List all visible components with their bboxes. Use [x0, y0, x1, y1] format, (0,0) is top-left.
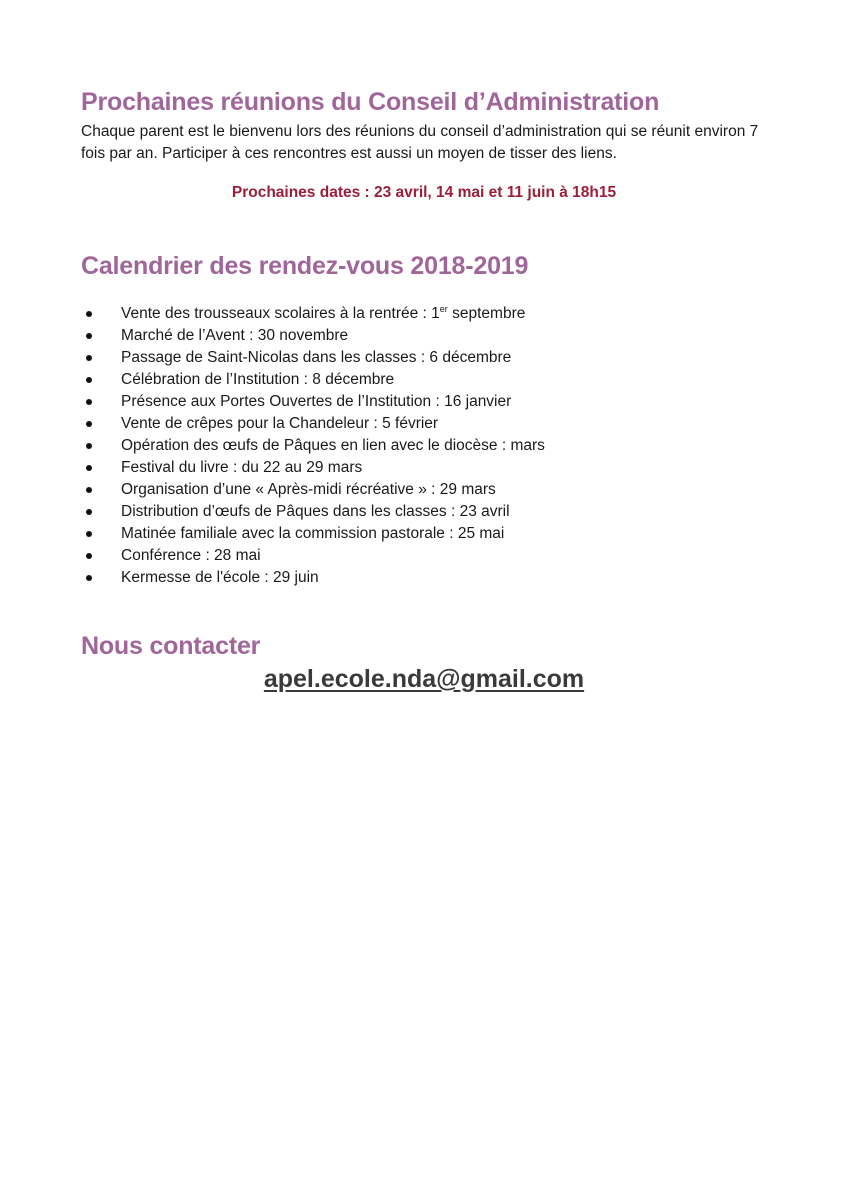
- list-item: [81, 435, 545, 457]
- bullet-icon: [86, 509, 92, 515]
- bullet-icon: [86, 575, 92, 581]
- list-item-text: Passage de Saint-Nicolas dans les classes : 6 décembre: [121, 349, 512, 366]
- list-item: [81, 369, 545, 391]
- list-item: [81, 303, 545, 325]
- contact-heading: Nous contacter: [81, 632, 261, 660]
- list-item: [81, 457, 545, 479]
- list-item: [81, 391, 545, 413]
- list-item-text: Organisation d’une « Après-midi récréative » : 29 mars: [121, 481, 496, 498]
- meetings-heading: Prochaines réunions du Conseil d’Administration: [81, 88, 660, 116]
- list-item-text: Vente des trousseaux scolaires à la rentrée : 1: [121, 305, 440, 322]
- list-item: [81, 413, 545, 435]
- list-item-superscript: er: [439, 303, 448, 314]
- events-list: [81, 303, 545, 589]
- list-item-text: Matinée familiale avec la commission pastorale : 25 mai: [121, 525, 505, 542]
- bullet-icon: [86, 531, 92, 537]
- list-item: [81, 479, 545, 501]
- bullet-icon: [86, 399, 92, 405]
- list-item-text: Opération des œufs de Pâques en lien avec le diocèse : mars: [121, 437, 545, 454]
- bullet-icon: [86, 553, 92, 559]
- bullet-icon: [86, 355, 92, 361]
- list-item: [81, 325, 545, 347]
- meetings-intro: Chaque parent est le bienvenu lors des réunions du conseil d’administration qui se réunit environ 7 fois par an. Participer à ces rencontres est aussi un moyen de tisser des liens.: [81, 123, 759, 162]
- bullet-icon: [86, 443, 92, 449]
- list-item-text: Vente de crêpes pour la Chandeleur : 5 février: [121, 415, 439, 432]
- list-item-text: Présence aux Portes Ouvertes de l’Institution : 16 janvier: [121, 393, 512, 410]
- bullet-icon: [86, 465, 92, 471]
- list-item-text: Distribution d’œufs de Pâques dans les classes : 23 avril: [121, 503, 510, 520]
- list-item: [81, 567, 545, 589]
- list-item-text: Marché de l’Avent : 30 novembre: [121, 327, 349, 344]
- contact-email: [0, 665, 848, 694]
- bullet-icon: [86, 333, 92, 339]
- calendar-heading: Calendrier des rendez-vous 2018-2019: [81, 252, 529, 280]
- email-link[interactable]: apel.ecole.nda@gmail.com: [263, 665, 585, 693]
- bullet-icon: [86, 421, 92, 427]
- bullet-icon: [86, 487, 92, 493]
- list-item-text: Kermesse de l'école : 29 juin: [121, 569, 319, 586]
- list-item-text: Célébration de l’Institution : 8 décembre: [121, 371, 395, 388]
- list-item-text-tail: septembre: [447, 305, 526, 322]
- next-meeting-dates: Prochaines dates : 23 avril, 14 mai et 11 juin à 18h15: [231, 184, 617, 201]
- list-item-text: Festival du livre : du 22 au 29 mars: [121, 459, 363, 476]
- list-item: [81, 545, 545, 567]
- list-item: [81, 501, 545, 523]
- list-item: [81, 347, 545, 369]
- list-item-text: Conférence : 28 mai: [121, 547, 261, 564]
- list-item: [81, 523, 545, 545]
- bullet-icon: [86, 377, 92, 383]
- bullet-icon: [86, 311, 92, 317]
